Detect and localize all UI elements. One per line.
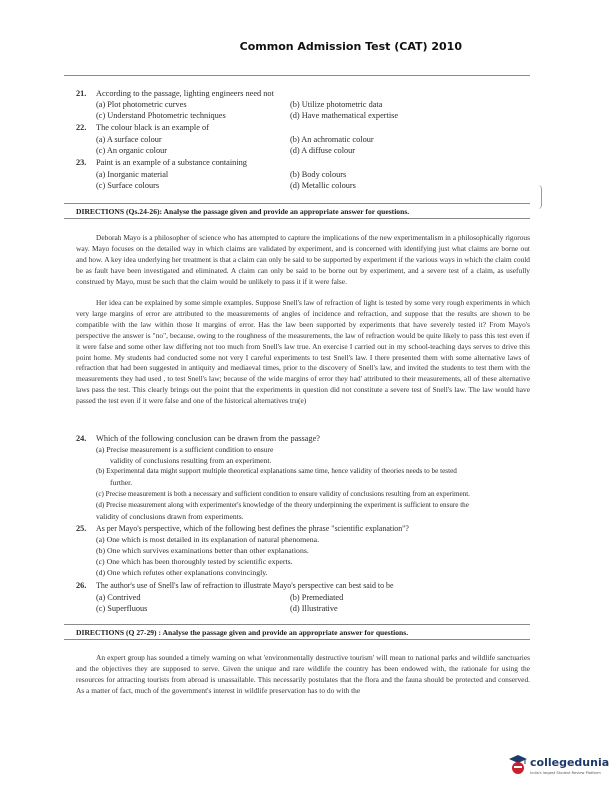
option-a-continued: validity of conclusions resulting from an experiment. — [110, 456, 272, 465]
option-d: (d) Illustrative — [290, 604, 338, 613]
question-number: 23. — [76, 158, 87, 167]
option-a: (a) One which is most detailed in its explanation of natural phenomena. — [96, 535, 320, 544]
option-d: (d) A diffuse colour — [290, 146, 356, 155]
collegedunia-logo — [508, 752, 608, 786]
option-d-continued: validity of conclusions drawn from experiments. — [96, 512, 244, 521]
question-text: The author's use of Snell's law of refraction to illustrate Mayo's perspective can best said to be — [96, 581, 394, 590]
divider — [64, 639, 530, 640]
option-b: (b) An achromatic colour — [290, 135, 374, 144]
logo-name: collegedunia — [530, 756, 610, 769]
option-c: (c) One which has been thoroughly tested by scientific experts. — [96, 557, 293, 566]
passage-paragraph-2: Her idea can be explained by some simple examples. Suppose Snell's law of refraction of light is tested by some very rough experiments in which very large margins of error are attributed to the measurements of angles of incidence and refraction, and suppose that the results are shown to be compatible with the law within those lt margins of error. Has the law been supported by experiments that have severely tested it? From Mayo's perspective the answer is "no", because, owing to the roughness of the measurements, the law of refraction would be quite likely to pass this test even if it were false and some other law differing not too much from Snell's law true. An exercise I carried out in my school-teaching days serves to drive this point home. My students had conducted some not very I careful experiments to test Snell's law. I there presented them with some alternative laws of refraction that had been suggested in antiquity and mediaeval times, prior to the discovery of Snell's law, and invited the students to test them with the measurements they had used , to test Snell's law; because of the wide margins of error they had' attributed to their measurements, all of these alternative laws pass the test. This clearly brings out the point that the experiments in question did not constitute a severe test of Snell's law. The law would have passed the test even if it were false and one of the historical alternatives tru(e) — [76, 298, 530, 406]
option-c: (c) Understand Photometric techniques — [96, 111, 226, 120]
option-c: (c) Superfluous — [96, 604, 148, 613]
page-edge-mark — [538, 185, 542, 209]
option-c: (c) An organic colour — [96, 146, 168, 155]
option-b-continued: further. — [110, 478, 133, 487]
directions-heading-24-26: DIRECTIONS (Qs.24-26): Analyse the passage given and provide an appropriate answer for questions. — [76, 207, 410, 216]
graduation-cap-icon — [508, 754, 528, 776]
question-number: 24. — [76, 434, 87, 443]
option-d: (d) Metallic colours — [290, 181, 356, 190]
question-number: 21. — [76, 89, 87, 98]
question-text: As per Mayo's perspective, which of the following best defines the phrase "scientific explanation"? — [96, 524, 409, 533]
divider — [64, 218, 530, 219]
page-header-title: Common Admission Test (CAT) 2010 — [239, 40, 462, 53]
question-text: Which of the following conclusion can be drawn from the passage? — [96, 434, 320, 443]
divider — [64, 203, 530, 204]
option-b: (b) One which survives examinations better than other explanations. — [96, 546, 309, 555]
directions-heading-27-29: DIRECTIONS (Q 27-29) : Analyse the passage given and provide an appropriate answer for questions. — [76, 628, 409, 637]
question-number: 26. — [76, 581, 87, 590]
option-c: (c) Surface colours — [96, 181, 160, 190]
option-a: (a) Precise measurement is a sufficient condition to ensure — [96, 445, 274, 454]
option-a: (a) Contrived — [96, 593, 141, 602]
question-text: The colour black is an example of — [96, 123, 209, 132]
option-c: (c) Precise measurement is both a necessary and sufficient condition to ensure validity of conclusions resulting from an experiment. — [96, 490, 470, 498]
question-number: 22. — [76, 123, 87, 132]
divider — [64, 624, 530, 625]
option-b: (b) Utilize photometric data — [290, 100, 383, 109]
question-number: 25. — [76, 524, 87, 533]
question-text: According to the passage, lighting engineers need not — [96, 89, 274, 98]
option-d: (d) Have mathematical expertise — [290, 111, 399, 120]
header-rule — [64, 75, 530, 76]
option-d: (d) One which refutes other explanations convincingly. — [96, 568, 268, 577]
option-b: (b) Body colours — [290, 170, 347, 179]
passage-2-paragraph-1: An expert group has sounded a timely warning on what 'environmentally destructive tourism' will mean to national parks and wildlife sanctuaries and the objectives they are supposed to serve. Given the unique and rare wildlife the country has been endowed with, the rationale for using the resources for attracting tourists from abroad is unassailable. This necessarily postulates that the flora and the fauna should be protected and conserved. As a matter of fact, much of the government's interest in wildlife preservation has to do with the — [76, 653, 530, 695]
option-a: (a) Plot photometric curves — [96, 100, 187, 109]
passage-paragraph-1: Deborah Mayo is a philosopher of science who has attempted to capture the implications of the new experimentalism in a philosophically rigorous way. Mayo focuses on the detailed way in which claims are validated by experiment, and is concerned with identifying just what claims are borne out and how. A key idea underlying her treatment is that a claim can only be said to be supported by experiment if the various ways in which the claim could be as fault have been investigated and eliminated. A claim can only be said to be borne out by experiment, and a severe test of a claim, as usefully construed by Mayo, must be such that the claim would be unlikely to pass it if it were false. — [76, 233, 530, 286]
option-a: (a) A surface colour — [96, 135, 162, 144]
option-d: (d) Precise measurement along with experimenter's knowledge of the theory underpinning the experiment is sufficient to ensure the — [96, 501, 469, 509]
option-b: (b) Premediated — [290, 593, 344, 602]
logo-tagline: India's largest Student Review Platform — [530, 771, 601, 775]
option-a: (a) Inorganic material — [96, 170, 169, 179]
question-text: Paint is an example of a substance containing — [96, 158, 247, 167]
option-b: (b) Experimental data might support multiple theoretical explanations same time, hence validity of theories needs to be tested — [96, 467, 457, 475]
